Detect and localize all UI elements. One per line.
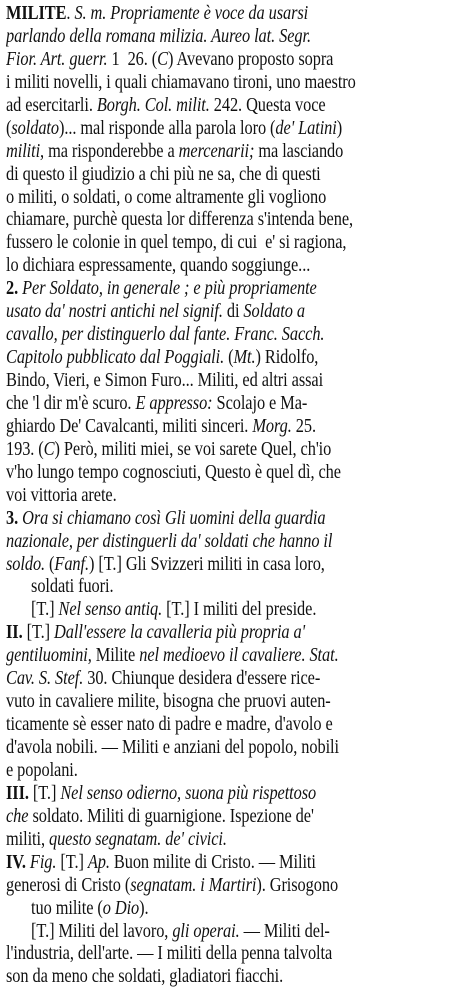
text-line (6, 393, 473, 416)
text-segment: Fanf. (54, 553, 90, 575)
text-segment: nazionale, per distinguerli da' soldati che hanno il (6, 530, 333, 552)
text-segment: S. m. Propriamente è voce da usarsi (74, 3, 309, 24)
text-line (6, 462, 473, 485)
text-segment: Cav. S. Stef. (6, 668, 84, 690)
text-segment: soldati fuori. (31, 576, 114, 598)
text-segment: 30. Chiunque desidera d'essere rice- (83, 668, 321, 690)
text-line (6, 599, 473, 622)
text-segment: Per Soldato, in generale ; e più propriamente (22, 278, 317, 300)
text-segment: [T.] (26, 622, 55, 644)
text-line (6, 324, 473, 347)
text-segment: i militi novelli, i quali chiamavano tironi, uno maestro (6, 71, 356, 93)
text-segment: Milite (91, 645, 140, 667)
text-segment: ). Grisogono (256, 874, 339, 896)
text-segment: e popolani. (6, 759, 78, 781)
text-line (6, 531, 473, 554)
text-segment: Ora si chiamano così Gli uomini della guardia (22, 507, 326, 529)
text-segment: Dall'essere la cavalleria più propria a' (54, 622, 306, 644)
text-line (6, 668, 473, 691)
text-line (6, 255, 473, 278)
text-line (6, 209, 473, 232)
text-segment: 242. Questa voce (209, 94, 326, 116)
text-line (6, 852, 473, 875)
text-line (6, 622, 473, 645)
text-segment: ticamente sè esser nato di padre e madre, d'avolo e (6, 714, 333, 736)
text-line (6, 760, 473, 783)
text-line (6, 737, 473, 760)
text-segment: 1 26. ( (107, 48, 158, 70)
text-line (6, 645, 473, 668)
text-segment: Capitolo pubblicato dal Poggiali. (6, 347, 225, 369)
text-segment: militi, (6, 828, 49, 850)
text-segment: ma lasciando (254, 140, 344, 162)
text-segment: usato da' nostri antichi nel signif. (6, 301, 223, 323)
text-segment: [T.] (32, 782, 61, 804)
text-segment: )... mal risponde alla parola loro ( (58, 117, 276, 139)
text-segment: soldo. (6, 553, 46, 575)
text-line (6, 278, 473, 301)
text-segment: ) Ridolfo, (255, 347, 319, 369)
text-line (6, 118, 473, 141)
text-segment: 2. (6, 278, 23, 300)
text-segment: E appresso: (135, 392, 213, 414)
text-line (6, 49, 473, 72)
text-segment: parlando della romana milizia. Aureo lat. Segr. (6, 25, 311, 47)
text-segment: o Dio (102, 897, 140, 919)
text-segment: soldato. Militi di guarnigione. Ispezione de' (28, 805, 314, 827)
text-segment: [T.] Militi del lavoro, (31, 920, 173, 942)
text-segment: Nel senso antiq. (58, 599, 163, 621)
text-segment: d'avola nobili. — Militi e anziani del popolo, nobili (6, 737, 339, 758)
text-line (6, 439, 473, 462)
text-segment: cavallo, per distinguerlo dal fante. Franc. Sacch. (6, 324, 325, 346)
text-line (6, 164, 473, 187)
text-segment: ad esercitarli. (6, 94, 97, 116)
text-segment: gli operai. (172, 920, 240, 942)
text-segment: C (157, 48, 169, 70)
text-segment: III. (6, 782, 33, 804)
text-segment: Morg. (252, 415, 292, 437)
text-segment: ma risponderebbe a (44, 140, 179, 162)
text-line (6, 943, 473, 966)
text-segment: Fig. (29, 851, 57, 873)
text-line (6, 714, 473, 737)
text-line (6, 691, 473, 714)
text-segment: [T.] I militi del preside. (162, 599, 317, 621)
text-line (6, 875, 473, 898)
text-segment: che (6, 805, 29, 827)
text-line (6, 783, 473, 806)
text-line (6, 966, 473, 989)
text-segment: Borgh. Col. milit. (96, 94, 210, 116)
text-segment: Bindo, Vieri, e Simon Furo... Militi, ed altri assai (6, 370, 324, 391)
text-line (6, 898, 473, 921)
text-segment: fussero le colonie in quel tempo, di cui e' si ragiona, (6, 232, 347, 254)
text-line (6, 187, 473, 210)
text-segment: ( (6, 117, 12, 139)
text-line (6, 26, 473, 49)
text-line (6, 347, 473, 370)
text-segment: di questo il giudizio a chi più ne sa, che di questi (6, 163, 321, 185)
text-segment: 193. ( (6, 438, 44, 460)
text-segment: v'ho lungo tempo cognosciuti, Questo è quel dì, che (6, 461, 341, 483)
text-segment: Nel senso odierno, suona più rispettoso (60, 782, 317, 804)
text-segment: questo segnatam. de' civici. (48, 828, 227, 850)
text-segment: chiamare, purchè questa lor differenza s'intenda bene, (6, 209, 354, 231)
text-segment: Soldato a (243, 301, 305, 323)
text-segment: mercenarii; (178, 140, 255, 162)
text-segment: ). (139, 897, 149, 919)
text-segment: vuto in cavaliere milite, bisogna che pruovi auten- (6, 691, 331, 713)
text-segment: ) Però, militi miei, se voi sarete Quel, ch'io (54, 438, 332, 460)
text-segment: generosi di Cristo ( (6, 874, 131, 896)
text-segment: IV. (6, 851, 30, 873)
text-line (6, 554, 473, 577)
text-line (6, 141, 473, 164)
headword: MILITE (6, 3, 67, 24)
text-segment: ) Avevano proposto sopra (168, 48, 334, 70)
text-line (6, 232, 473, 255)
text-segment: voi vittoria arete. (6, 484, 117, 506)
text-segment: nel medioevo il cavaliere. Stat. (139, 645, 339, 667)
text-segment: l'industria, dell'arte. — I militi della penna talvolta (6, 943, 333, 965)
text-segment: de' Latini (275, 117, 337, 139)
text-segment: Scolajo e Ma- (212, 392, 308, 414)
text-segment: ) [T.] Gli Svizzeri militi in casa loro, (89, 553, 325, 575)
text-segment: . (66, 3, 75, 24)
text-segment: ( (45, 553, 55, 575)
text-segment: o militi, o soldati, o come altramente gli vogliono (6, 186, 327, 208)
text-line (6, 370, 473, 393)
text-segment: Ap. (87, 851, 110, 873)
text-segment: C (43, 438, 55, 460)
text-line (6, 72, 473, 95)
text-segment: Mt. (233, 347, 256, 369)
text-segment: II. (6, 622, 27, 644)
text-line (6, 508, 473, 531)
text-segment: Buon milite di Cristo. — Militi (109, 851, 316, 873)
text-segment: 3. (6, 507, 23, 529)
text-segment: ghiardo De' Cavalcanti, militi sinceri. (6, 415, 253, 437)
text-line (6, 95, 473, 118)
text-segment: che 'l dir m'è scuro. (6, 392, 136, 414)
text-segment: gentiluomini, (6, 645, 92, 667)
text-segment: son da meno che soldati, gladiatori fiacchi. (6, 966, 284, 988)
text-segment: militi, (6, 140, 45, 162)
text-line (6, 806, 473, 829)
text-segment: Fior. Art. guerr. (6, 48, 108, 70)
text-segment: tuo milite ( (31, 897, 103, 919)
text-segment: [T.] (31, 599, 59, 621)
text-segment: lo dichiara espressamente, quando soggiunge... (6, 255, 311, 277)
text-segment: soldato (11, 117, 59, 139)
text-line (6, 416, 473, 439)
text-segment: di (222, 301, 244, 323)
text-line (6, 485, 473, 508)
text-segment: ( (224, 347, 234, 369)
text-line (6, 829, 473, 852)
text-line (6, 301, 473, 324)
text-line (6, 576, 473, 599)
text-segment: 25. (291, 415, 316, 437)
text-line (6, 3, 473, 26)
text-segment: [T.] (56, 851, 88, 873)
text-line (6, 921, 473, 944)
text-segment: ) (336, 117, 343, 139)
text-segment: segnatam. i Martiri (130, 874, 257, 896)
text-segment: — Militi del- (239, 920, 330, 942)
